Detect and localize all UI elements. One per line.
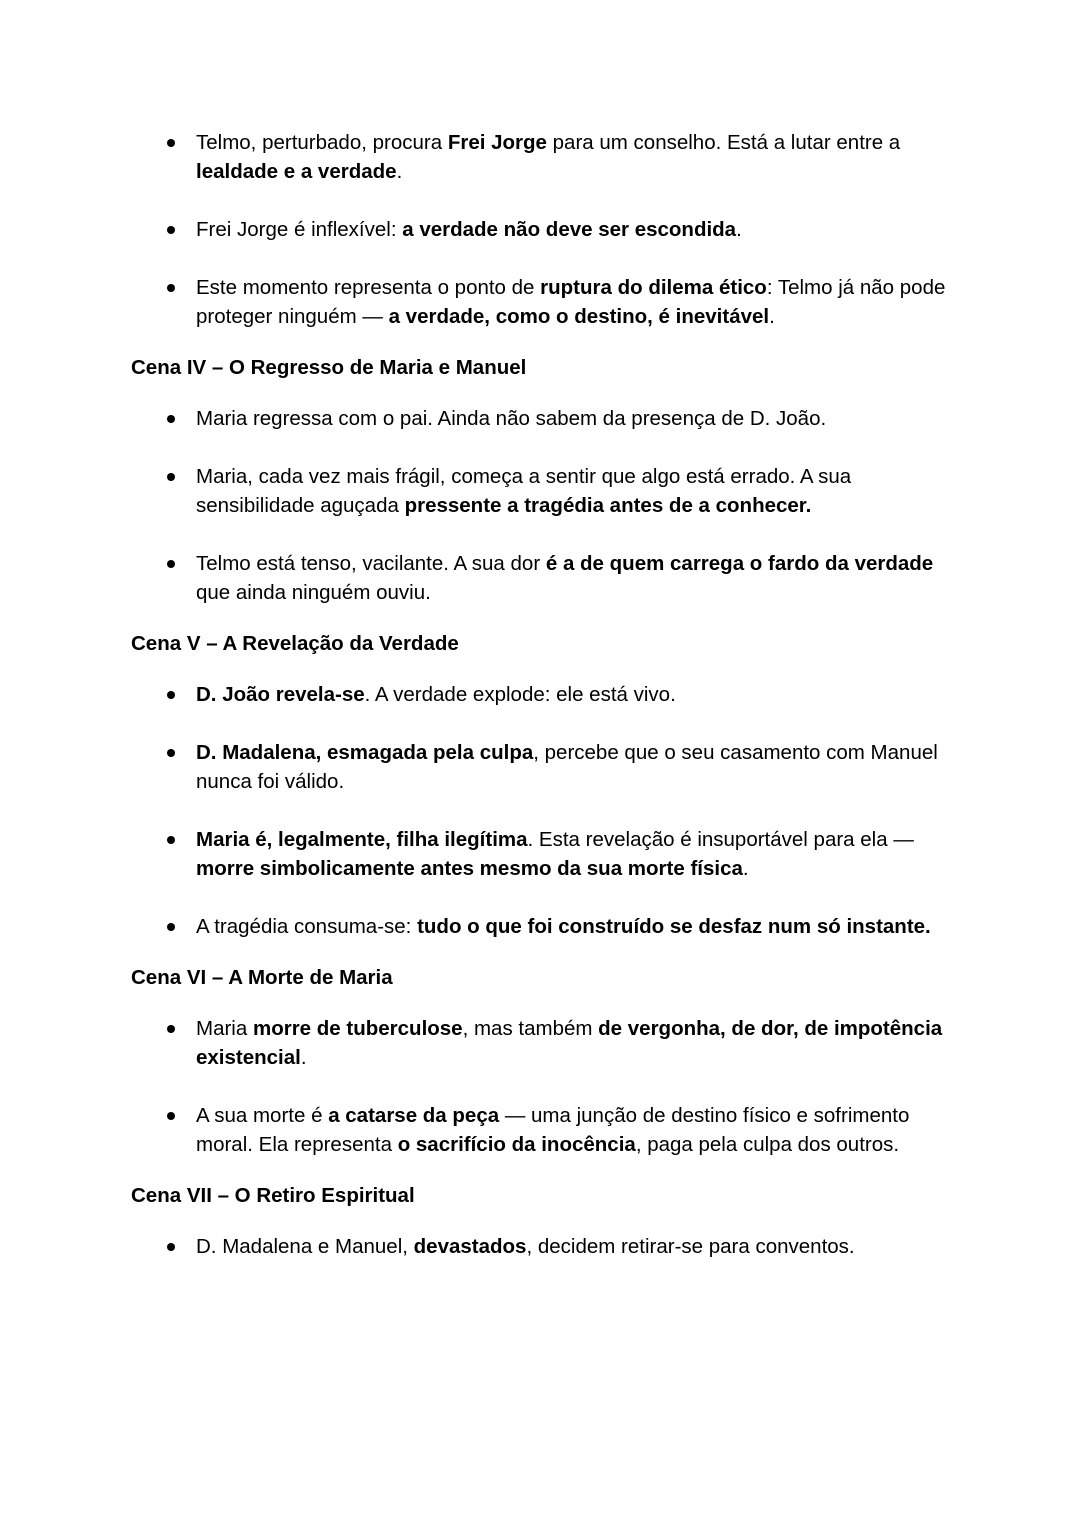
text: A tragédia consuma-se: xyxy=(196,915,418,938)
text: . Esta revelação é insuportável para ela — xyxy=(527,828,914,851)
bullet-list xyxy=(131,404,951,607)
text: Este momento representa o ponto de xyxy=(196,276,541,299)
text: . xyxy=(396,160,403,183)
bold-text: morre simbolicamente antes mesmo da sua morte física xyxy=(196,857,743,880)
bold-text: ruptura do dilema ético xyxy=(540,276,767,299)
bold-text: a verdade não deve ser escondida xyxy=(402,218,737,241)
section-1 xyxy=(131,353,951,607)
list-item xyxy=(131,549,951,607)
text: Maria regressa com o pai. Ainda não sabem da presença de D. João. xyxy=(196,407,827,430)
section-heading: Cena VI – A Morte de Maria xyxy=(131,966,393,989)
list-item xyxy=(131,1014,951,1072)
section-3 xyxy=(131,963,951,1159)
bullet-list xyxy=(131,128,951,331)
list-item xyxy=(131,273,951,331)
bullet-icon xyxy=(167,923,175,931)
bullet-list xyxy=(131,680,951,941)
section-heading: Cena V – A Revelação da Verdade xyxy=(131,632,459,655)
bullet-icon xyxy=(167,226,175,234)
bullet-icon xyxy=(167,691,175,699)
bold-text: Maria é, legalmente, filha ilegítima xyxy=(196,828,528,851)
bold-text: Frei Jorge xyxy=(447,131,547,154)
text: Telmo, perturbado, procura xyxy=(196,131,448,154)
bold-text: devastados xyxy=(413,1235,527,1258)
bullet-icon xyxy=(167,1243,175,1251)
text: . xyxy=(736,218,742,241)
text: , mas também xyxy=(462,1017,599,1040)
section-heading: Cena VII – O Retiro Espiritual xyxy=(131,1184,415,1207)
bullet-icon xyxy=(167,560,175,568)
list-item xyxy=(131,1101,951,1159)
bold-text: o sacrifício da inocência xyxy=(397,1133,636,1156)
text: Maria xyxy=(196,1017,253,1040)
text: : Telmo já não pode proteger ninguém — xyxy=(196,276,946,328)
bold-text: D. João revela-se xyxy=(196,683,365,706)
bold-text: é a de quem carrega o fardo da verdade xyxy=(545,552,934,575)
list-item xyxy=(131,462,951,520)
bullet-icon xyxy=(167,1025,175,1033)
bullet-icon xyxy=(167,415,175,423)
list-item xyxy=(131,1232,951,1261)
bold-text: a catarse da peça xyxy=(328,1104,500,1127)
bold-text: a verdade, como o destino, é inevitável xyxy=(388,305,770,328)
bullet-list xyxy=(131,1232,951,1261)
bullet-icon xyxy=(167,473,175,481)
text: Maria, cada vez mais frágil, começa a sentir que algo está errado. A sua sensibilidade aguçada xyxy=(196,465,852,517)
bold-text: tudo o que foi construído se desfaz num só instante. xyxy=(417,915,931,938)
bullet-icon xyxy=(167,139,175,147)
list-item xyxy=(131,738,951,796)
text: , paga pela culpa dos outros. xyxy=(635,1133,900,1156)
list-item xyxy=(131,404,951,433)
document-page xyxy=(131,128,951,1283)
text: . xyxy=(300,1046,307,1069)
list-item xyxy=(131,825,951,883)
text: — uma junção de destino físico e sofrimento moral. Ela representa xyxy=(196,1104,910,1156)
document-body xyxy=(131,128,951,1261)
list-item xyxy=(131,912,951,941)
text: . A verdade explode: ele está vivo. xyxy=(364,683,676,706)
text: , decidem retirar-se para conventos. xyxy=(526,1235,855,1258)
bullet-icon xyxy=(167,836,175,844)
text: que ainda ninguém ouviu. xyxy=(196,581,431,604)
bullet-icon xyxy=(167,284,175,292)
bold-text: lealdade e a verdade xyxy=(196,160,397,183)
section-0 xyxy=(131,128,951,331)
text: para um conselho. Está a lutar entre a xyxy=(546,131,901,154)
bullet-list xyxy=(131,1014,951,1159)
bold-text: de vergonha, de dor, de impotência existencial xyxy=(196,1017,943,1069)
text: , percebe que o seu casamento com Manuel nunca foi válido. xyxy=(196,741,938,793)
text: . xyxy=(742,857,749,880)
bold-text: D. Madalena, esmagada pela culpa xyxy=(196,741,534,764)
text: D. Madalena e Manuel, xyxy=(196,1235,414,1258)
list-item xyxy=(131,215,951,244)
list-item xyxy=(131,128,951,186)
bullet-icon xyxy=(167,1112,175,1120)
section-heading: Cena IV – O Regresso de Maria e Manuel xyxy=(131,356,527,379)
bold-text: morre de tuberculose xyxy=(252,1017,463,1040)
text: Frei Jorge é inflexível: xyxy=(196,218,403,241)
text: A sua morte é xyxy=(196,1104,329,1127)
bold-text: pressente a tragédia antes de a conhecer. xyxy=(404,494,812,517)
section-2 xyxy=(131,629,951,941)
text: . xyxy=(769,305,775,328)
bullet-icon xyxy=(167,749,175,757)
text: Telmo está tenso, vacilante. A sua dor xyxy=(196,552,546,575)
list-item xyxy=(131,680,951,709)
section-4 xyxy=(131,1181,951,1261)
